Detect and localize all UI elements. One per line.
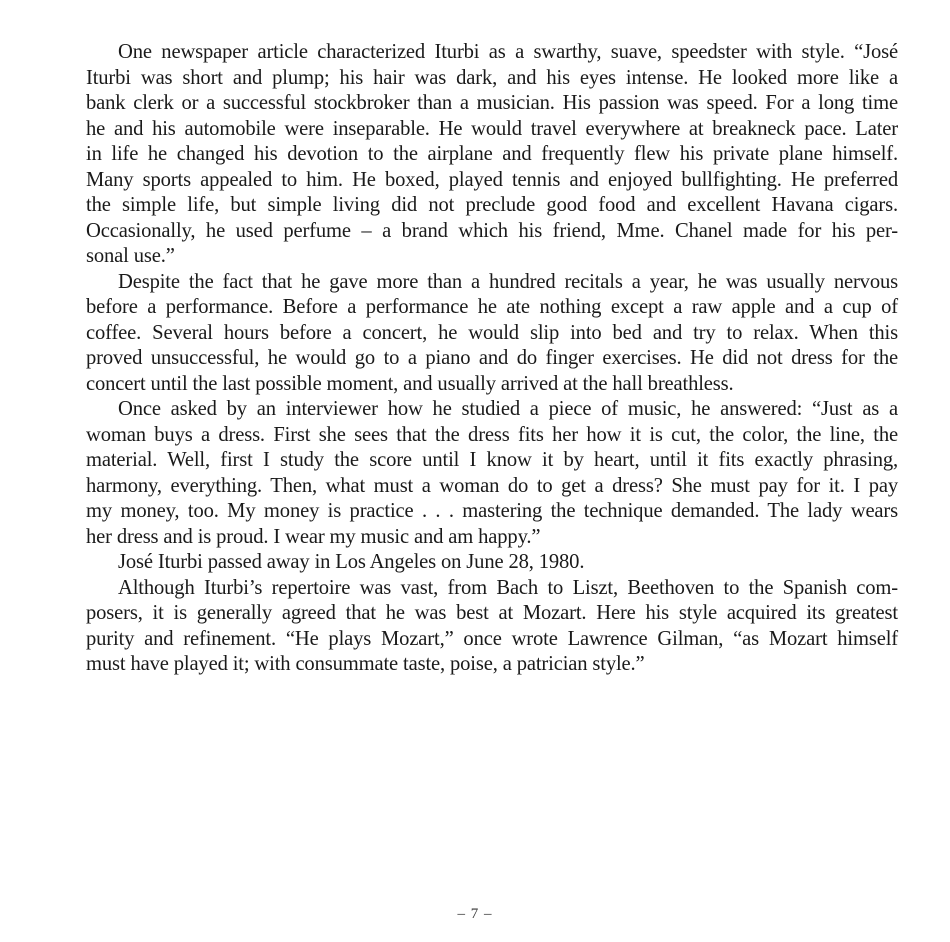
text-line: coffee. Several hours before a concert, he would slip into bed and try to relax. When this <box>86 321 898 344</box>
paragraph-studying-music <box>54 397 898 550</box>
text-line: her dress and is proud. I wear my music and am happy.” <box>86 525 541 548</box>
text-line: my money, too. My money is practice . . . mastering the technique demanded. The lady wears <box>86 500 898 522</box>
paragraph-death <box>54 550 898 576</box>
text-line: harmony, everything. Then, what must a woman do to get a dress? She must pay for it. I pay <box>86 474 898 497</box>
text-line: José Iturbi passed away in Los Angeles on June 28, 1980. <box>118 551 585 573</box>
text-line: proved unsuccessful, he would go to a piano and do finger exercises. He did not dress for the <box>86 347 898 369</box>
text-line: before a performance. Before a performance he ate nothing except a raw apple and a cup of <box>86 296 898 318</box>
text-line: the simple life, but simple living did not preclude good food and excellent Havana cigars. <box>86 194 898 216</box>
text-line: Iturbi was short and plump; his hair was dark, and his eyes intense. He looked more like a <box>86 66 898 89</box>
page-number: – 7 – <box>457 906 493 922</box>
text-line: must have played it; with consummate taste, poise, a patrician style.” <box>86 653 645 675</box>
text-line: Many sports appealed to him. He boxed, played tennis and enjoyed bullfighting. He preferred <box>86 168 898 191</box>
paragraph-performance-nerves <box>54 270 898 398</box>
text-line: purity and refinement. “He plays Mozart,” once wrote Lawrence Gilman, “as Mozart himself <box>86 627 898 650</box>
text-line: posers, it is generally agreed that he was best at Mozart. Here his style acquired its greatest <box>86 602 898 624</box>
text-line: material. Well, first I study the score until I know it by heart, until it fits exactly phrasing, <box>86 449 898 471</box>
text-line: Despite the fact that he gave more than a hundred recitals a year, he was usually nervous <box>118 270 898 293</box>
text-line: Occasionally, he used perfume – a brand which his friend, Mme. Chanel made for his per- <box>86 219 898 242</box>
text-line: in life he changed his devotion to the airplane and frequently flew his private plane himself. <box>86 143 898 165</box>
document-body <box>54 40 898 678</box>
text-line: woman buys a dress. First she sees that the dress fits her how it is cut, the color, the line, the <box>86 423 898 446</box>
paragraph-mozart <box>54 576 898 678</box>
text-line: bank clerk or a successful stockbroker than a musician. His passion was speed. For a long time <box>86 92 898 114</box>
text-line: Once asked by an interviewer how he studied a piece of music, he answered: “Just as a <box>118 398 898 420</box>
text-line: sonal use.” <box>86 245 175 267</box>
text-line: concert until the last possible moment, and usually arrived at the hall breathless. <box>86 372 734 395</box>
text-line: Although Iturbi’s repertoire was vast, from Bach to Liszt, Beethoven to the Spanish com- <box>118 576 898 599</box>
paragraph-iturbi-description <box>54 40 898 270</box>
text-line: he and his automobile were inseparable. He would travel everywhere at breakneck pace. Later <box>86 117 898 140</box>
text-line: One newspaper article characterized Iturbi as a swarthy, suave, speedster with style. “José <box>118 41 898 63</box>
